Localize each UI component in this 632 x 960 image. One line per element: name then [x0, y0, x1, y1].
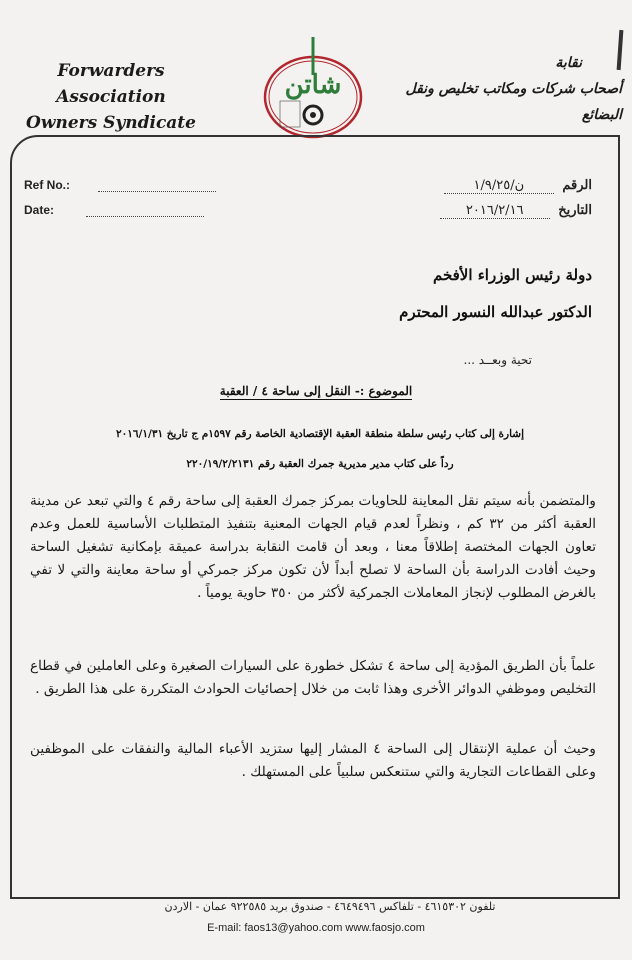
paragraph-2: علماً بأن الطريق المؤدية إلى ساحة ٤ تشكل خطورة على السيارات الصغيرة وعلى العاملين في قطاع التخليص وموظفي الدوائر الأخرى وهذا ثابت من خلال إحصائيات الحوادث المتكررة على هذا الطريق . — [30, 658, 596, 697]
date-field — [24, 203, 204, 217]
ar-date-field — [440, 203, 592, 219]
ar-date-label: التاريخ — [558, 203, 592, 218]
footer-arabic-contact: تلفون ٤٦١٥٣٠٢ - تلفاكس ٤٦٤٩٤٩٦ - صندوق بريد ٩٢٢٥٨٥ عمان - الاردن — [164, 900, 496, 913]
addressee-line1: دولة رئيس الوزراء الأفخم — [432, 266, 592, 284]
subject-line — [0, 384, 632, 398]
letterhead-en-line1: Forwarders Association — [56, 61, 166, 107]
date-label: Date: — [24, 203, 55, 217]
date-line — [86, 216, 204, 217]
letterhead-arabic — [400, 50, 622, 128]
ar-ref-label: الرقم — [562, 178, 592, 193]
ref-no-field — [24, 178, 216, 192]
ref-no-label: Ref No.: — [24, 178, 70, 192]
ar-ref-field — [444, 178, 592, 194]
subject-text: الموضوع :- النقل إلى ساحة ٤ / العقبة — [219, 384, 413, 398]
syndicate-logo — [258, 35, 368, 145]
ar-ref-value: ن/١/٩/٢٥ — [444, 178, 554, 194]
letterhead-ar-line2: أصحاب شركات ومكاتب تخليص ونقل البضائع — [405, 81, 622, 123]
reference-line-2: رداً على كتاب مدير مديرية جمرك العقبة رقم ٢٢٠/١٩/٢/٢١٣١ — [186, 458, 454, 470]
paragraph-1: والمتضمن بأنه سيتم نقل المعاينة للحاويات بمركز جمرك العقبة إلى ساحة رقم ٤ والتي تبعد عن مدينة العقبة أكثر من ٣٢ كم ، ونظراً لعدم قيام الجهات المعنية بتنفيذ المتطلبات الأساسية للعمل وعدم تعاون الجهات المختصة إطلاقاً معنا ، وبعد أن قامت النقابة بدراسة عميقة بإمكانية تشغيل الساحة وحيث أفادت الدراسة بأن الساحة لا تصلح أبداً لأن تكون مركز جمركي أو ساحة معاينة والتي لا تفي بالغرض المطلوب لإنجاز المعاملات الجمركية لأكثر من ٣٥٠ حاوية يومياً . — [30, 493, 596, 601]
letterhead-english — [6, 58, 216, 136]
logo-text: شاتن — [284, 70, 342, 100]
ar-date-value: ٢٠١٦/٢/١٦ — [440, 203, 550, 219]
greeting: تحية وبعــد ... — [463, 353, 532, 367]
footer-english-contact: E-mail: faos13@yahoo.com www.faosjo.com — [207, 922, 425, 934]
addressee-line2: الدكتور عبدالله النسور المحترم — [399, 303, 592, 321]
letterhead-en-line2: Owners Syndicate — [26, 113, 196, 133]
letterhead-ar-line1: نقابة — [555, 55, 582, 71]
reference-line-1: إشارة إلى كتاب رئيس سلطة منطقة العقبة الإقتصادية الخاصة رقم ١٥٩٧م ج تاريخ ٢٠١٦/١/٣١ — [115, 428, 525, 440]
paragraph-3: وحيث أن عملية الإنتقال إلى الساحة ٤ المشار إليها ستزيد الأعباء المالية والنفقات على الموظفين وعلى القطاعات التجارية والتي ستنعكس سلبياً على المستهلك . — [30, 741, 596, 780]
ref-no-line — [98, 191, 216, 192]
